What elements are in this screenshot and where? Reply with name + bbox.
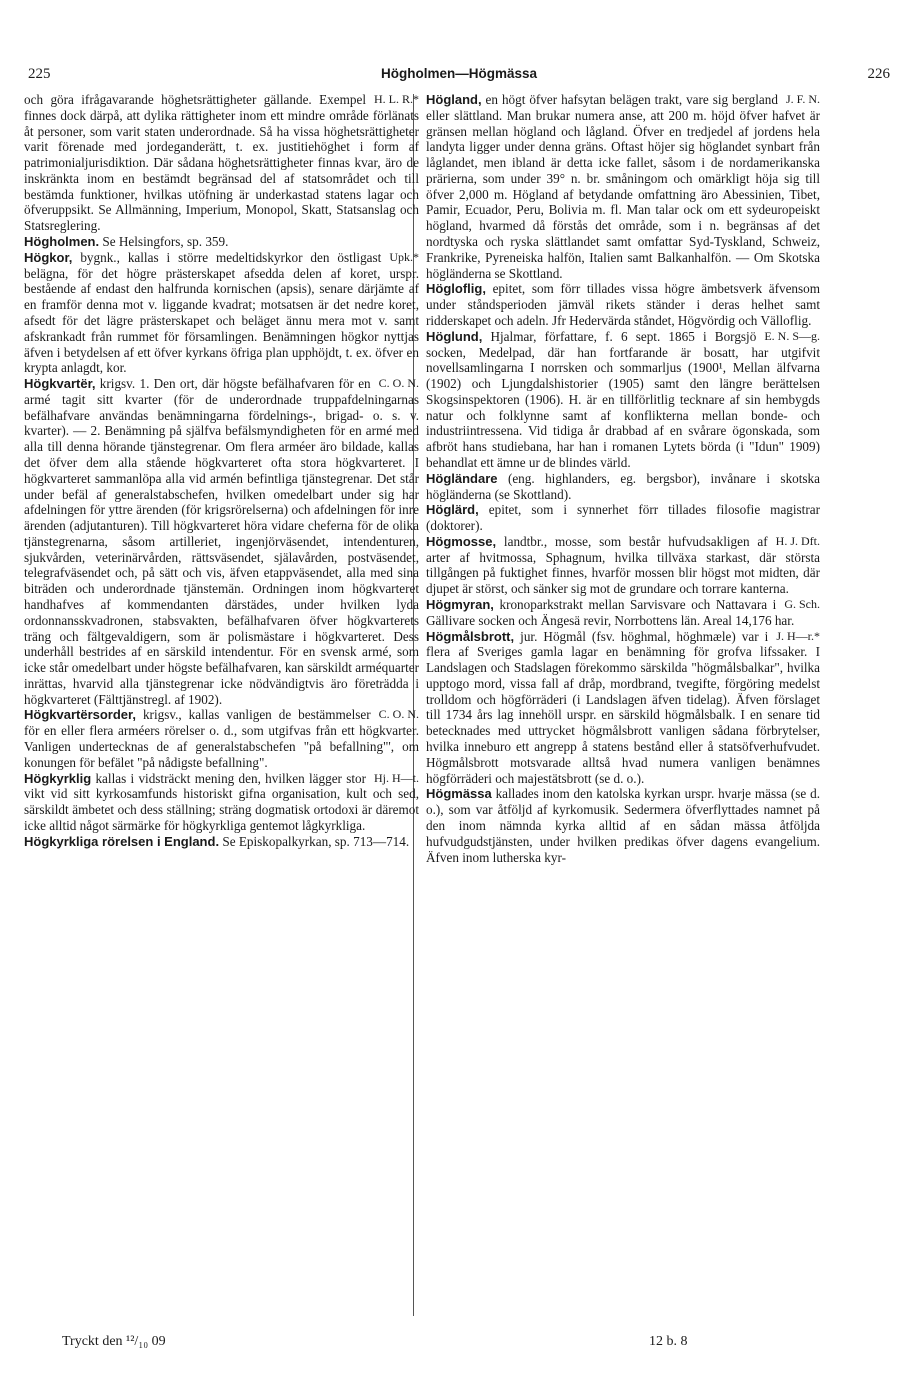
entry-text: krigsv. 1. Den ort, där högste befälhafvaren för en armé tagit sitt kvarter (för de underordnade truppafdelningarnas befälhafvare användas benämningarna fördelnings-, brigad- o. s. v. kvarter). — 2. Benämning på själfva befälsmyndigheten för en armé med alla till denna hörande tjänstegrenar. Om flera arméer äro bildade, kallas det öfver dem alla stående högkvarteret ofta stora högkvarteret. I högkvarteret sammanlöpa alla vid armén befintliga tjänstegrenar. Det står under befäl af generalstabschefen, hvilken omedelbart under sig har afdelningen för yttre ärenden (för krigsrörelserna) och afdelningen för inre ärenden (adjutanturen). Till högkvarteret höra vidare cheferna för de olika tjänstegrenarna, såsom artilleriet, ingenjörväsendet, intendenturen, sjukvården, veterinärvården, rättsväsendet, själavården, postväsendet, telegrafväsendet och, på sätt och vis, äfven etappväsendet, alla med sina biträden och underordnade tjänstemän. Ordningen inom högkvarteret handhafves af kommendanten därstädes, under hvilken lyda ordonnansskvadronen, stabsvakten, befälhafvaren öfver högkvarterets träng och fältgevaldigern, som är polismästare i högkvarteret. Dess underhåll bestrides af en särskild intendentur. För en svensk armé, som icke står omedelbart under högste befälhafvaren, kan särskildt arméquarter inrättas, hvarvid alla tjänstegrenar icke nödvändigtvis äro företrädda i högkvarteret (Fälttjänstregl. af 1902).	[24, 376, 419, 707]
entry	[24, 376, 419, 707]
entry-signature: G. Sch.	[784, 597, 820, 611]
entry-signature: H. L. R.*	[374, 92, 419, 106]
entry-headword: Högkvartër,	[24, 376, 96, 392]
entry-signature: J. F. N.	[785, 92, 820, 106]
entry-headword: Höglärd,	[426, 502, 479, 518]
entry-headword: Högkvartërsorder,	[24, 707, 136, 723]
entry	[426, 281, 820, 328]
page-number-right: 226	[867, 66, 890, 82]
entry	[24, 834, 419, 850]
entry-text: kallas i vidsträckt mening den, hvilken lägger stor vikt vid sitt kyrkosamfunds historiskt gifna organisation, kult och sed, särskildt ämbetet och dess ställning; sträng dogmatisk ortodoxi är däremot icke alltid något särmärke för högkyrkliga gentemot lågkyrkliga.	[24, 770, 419, 833]
entry-signature: Upk.*	[389, 249, 419, 264]
entry	[426, 597, 820, 629]
entry	[24, 771, 419, 834]
entry-text: och göra ifrågavarande höghetsrättigheter gällande. Exempel finnes dock därpå, att dylika rättigheter inom ett mindre område förlänats åt personer, som varit staten underordnade. Så ha vissa höghetsrättigheter varit förenade med jordeganderätt, t. ex. justitiehöghet i form af patrimonialjurisdiktion. Där sådana höghetsrättigheter finnas kvar, äro de inskränkta inom en bestämdt begränsad del af statsområdet och till bestämda funktioner, hvilkas utöfning är underkastad statens lagar och öfveruppsikt. Se Allmänning, Imperium, Monopol, Skatt, Statsanslag och Statsreglering.	[24, 92, 419, 234]
entry	[426, 329, 820, 471]
entry	[24, 250, 419, 376]
entry-headword: Höglund,	[426, 328, 483, 344]
entry-headword: Högkyrklig	[24, 770, 92, 786]
entry	[426, 502, 820, 534]
entry-text: Se Helsingfors, sp. 359.	[99, 234, 229, 250]
entry-headword: Högmyran,	[426, 597, 494, 612]
entry-text: kallades inom den katolska kyrkan urspr. hvarje mässa (se d. o.), som var åtföljd af kyrkomusik. Sedermera öfverflyttades namnet på den inom nämnda kyrka alltid af en sådan mässa åtföljda hufvudgudstjänsten, under hvilken predikas öfver dagens evangelium. Äfven inom lutherska kyr-	[426, 786, 820, 865]
entry	[426, 786, 820, 865]
entry-headword: Högkyrkliga rörelsen i England.	[24, 833, 220, 849]
entry-headword: Högländare	[426, 470, 498, 486]
entry-headword: Högmosse,	[426, 533, 497, 549]
entry-signature: C. O. N.	[378, 707, 419, 722]
entry-text: epitet, som i synnerhet förr tillades filosofie magistrar (doktorer).	[426, 502, 820, 534]
entry-continuation	[24, 92, 419, 234]
entry-text: krigsv., kallas vanligen de bestämmelser för en eller flera arméers rörelser o. d., som utgifvas från ett högkvarter. Vanligen undertecknas de af generalstabschefen "på befallning"', om konungen för befälet "på nådigste befallning".	[24, 707, 419, 770]
entry-text: en högt öfver hafsytan belägen trakt, vare sig bergland eller slättland. Man brukar numera anse, att 200 m. höjd öfver hafvet är gränsen mellan högland och lågland. Öfver en tredjedel af jordens hela landyta ligger under denna gräns. Oftast höjer sig höglandet synbart från låglandet, men ibland är detta icke fallet, såsom i de nordamerikanska prärierna, som under 39° n. br. småningom och omärkligt höja sig till öfver 2,000 m. Högland af betydande omfattning äro Abessinien, Tibet, Pamir, Ecuador, Peru, Bolivia m. fl. Man talar ock om ett sydeuropeiskt högland, hvarmed då förstås det område, som i n. begränsas af det nordtyska och ryska slättlandet samt omfattar Syd-Tyskland, Schweiz, Frankrike, Pyreneiska halfön, Italien samt Balkanhalfön. — Om Skotska högländerna se Skottland.	[426, 92, 820, 281]
entry-headword: Högloflig,	[426, 281, 486, 297]
entry	[426, 534, 820, 597]
entry-text: epitet, som förr tillades vissa högre ämbetsverk äfvensom under ståndsperioden jämväl rikets ständer i deras helhet samt ridderskapet och adeln. Jfr Hedervärda ståndet, Högvördig och Välloflig.	[426, 281, 820, 328]
page-number-left: 225	[28, 66, 51, 82]
entry-signature: J. H—r.*	[776, 628, 820, 643]
entry-text: kronoparkstrakt mellan Sarvisvare och Nattavara i Gällivare socken och Ängesä revir, Norrbottens län. Areal 14,176 har.	[426, 597, 795, 628]
entry-text: Se Episkopalkyrkan, sp. 713—714.	[219, 833, 410, 849]
entry-text: bygnk., kallas i större medeltidskyrkor den östligast belägna, för det högre prästerskapet afsedda delen af koret, urspr. bestående af endast den halfrunda kornischen (apsis), senare därjämte af en framför denna mot v. liggande kvadrat; motsatsen är det nedre koret, afsedt för det lägre prästerskapet och beläget ännu mera mot v. samt afskrankadt från rummet för församlingen. Benämningen högkor nyttjas äfven i betydelsen af ett öfver kyrkans öfriga plan upphöjdt, t. ex. öfver en krypta anlagdt, kor.	[24, 249, 419, 376]
entry-text: jur. Högmål (fsv. höghmal, höghmæle) var i flera af Sveriges gamla lagar en benämning för grofva lifssaker. I Landslagen och Stadslagen förekommo särskilda "högmålsbalkar", hvilka upptogo mord, vissa fall af dråp, mordbrand, tvegifte, förgöring medelst trolldom och högförräderi (i Landslagen äfven tidelag). Äfven förslaget till 1734 års lag innehöll urspr. en särskild högmålsbalk. I en senare tid betecknades med uttrycket högmålsbrott vanligen sådana förbrytelser, hvilka inneburo ett angrepp å statens bestånd eller å statsöfverhufvudet. Högmålsbrott motsvarade alltså hvad numera vanligen benämnes högförräderi och majestätsbrott (se d. o.).	[426, 628, 820, 786]
entry	[426, 471, 820, 503]
entry-headword: Högland,	[426, 92, 482, 107]
signature-mark: 12 b. 8	[649, 1334, 688, 1349]
entry-signature: H. J. Dft.	[775, 533, 820, 548]
running-title: Högholmen—Högmässa	[380, 66, 538, 81]
entry-headword: Högmässa	[426, 786, 492, 802]
entry-text: landtbr., mosse, som består hufvudsakligen af arter af hvitmossa, Sphagnum, hvilka tillväxa starkast, där största tillgången på fuktighet finnes, hvarför mossen blir högst mot midten, där djupet är störst, och sänker sig mot de grundare och torrare kanterna.	[426, 533, 820, 597]
left-column	[24, 92, 419, 850]
entry-signature: E. N. S—g.	[764, 328, 820, 343]
entry-signature: C. O. N.	[378, 376, 419, 391]
right-column	[426, 92, 820, 865]
entry-signature: Hj. H—t.	[374, 770, 419, 785]
entry	[24, 234, 419, 250]
entry	[426, 92, 820, 281]
entry-text: (eng. highlanders, eg. bergsbor), invånare i skotska högländerna (se Skottland).	[426, 470, 820, 502]
entry	[426, 629, 820, 787]
entry	[24, 707, 419, 770]
page-header	[28, 66, 890, 86]
entry-headword: Högmålsbrott,	[426, 628, 515, 644]
entry-text: Hjalmar, författare, f. 6 sept. 1865 i Borgsjö socken, Medelpad, där han fortfarande är bosatt, har utgifvit novellsamlingarna I norrsken och sommarljus (1900¹, Mellan älfvarna (1902) och Ljungdalshistorier (1905) samt den längre berättelsen Skogsinspektoren (1906). H. är en tillförlitlig tecknare af sin hembygds natur och folklynne samt af konflikterna mellan bonde- och industriintressena. Vid tidiga år drabbad af en svårare ögonskada, som afbröt hans studiebana, har han i romanen Lytets börda (i "Idun" 1909) behandlat ett ämne ur de blindes värld.	[426, 328, 820, 470]
entry-headword: Högholmen.	[24, 234, 100, 250]
print-date: Tryckt den ¹²/₁₀ 09	[62, 1334, 166, 1349]
entry-headword: Högkor,	[24, 249, 73, 265]
